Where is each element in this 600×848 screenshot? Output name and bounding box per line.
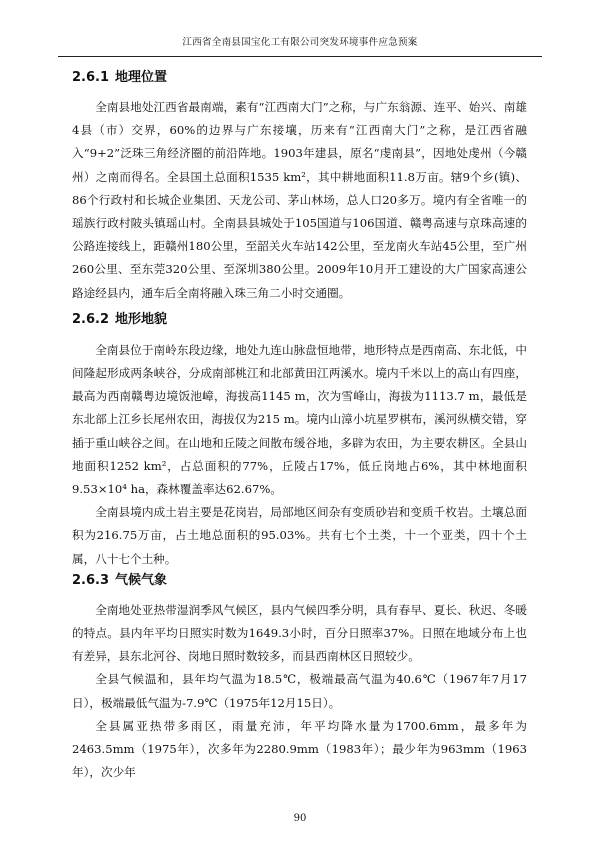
paragraph: 全南县位于南岭东段边缘，地处九连山脉盘恒地带，地形特点是西南高、东北低，中间隆起形成两条峡谷，分成南部桃江和北部黄田江两溪水。境内千米以上的高山有四座，最高为西南赣粤边境饭池嶂，海拔高1145 m，次为雪峰山，海拔为1113.7 m，最低是东北部上江乡长尾州农田，海拔仅为215 m。境内山漳小坑星罗棋布，溪河纵横交错，穿插于重山峡谷之间。在山地和丘陵之间散布缓谷地，多辟为农田，为主要农耕区。全县山地面积1252 km²，占总面积的77%，丘陵占17%，低丘岗地占6%，其中林地面积9.53×10⁴ ha，森林覆盖率达62.67%。 xyxy=(72,342,527,497)
paragraph: 全南地处亚热带湿润季风气候区，县内气候四季分明，具有春早、夏长、秋迟、冬暖的特点。县内年平均日照实时数为1649.3小时，百分日照率37%。日照在地域分布上也有差异，县东北河谷、岗地日照时数较多，而县西南林区日照较少。 xyxy=(72,602,527,664)
page-header: 江西省全南县国宝化工有限公司突发环境事件应急预案 xyxy=(58,36,542,57)
document-body xyxy=(72,66,527,784)
section-title: 气候气象 xyxy=(115,572,168,588)
section-title: 地理位置 xyxy=(115,70,168,85)
section-heading-geography xyxy=(72,68,527,88)
paragraph: 全南县境内成土岩主要是花岗岩，局部地区间杂有变质砂岩和变质千枚岩。土壤总面积为216.75万亩，占土地总面积的95.03%。共有七个土类，十一个亚类，四十个土属，八十七个土种。 xyxy=(72,505,527,566)
section-number: 2.6.3 xyxy=(72,572,110,588)
section-heading-climate xyxy=(72,571,527,591)
section-number: 2.6.1 xyxy=(72,70,110,85)
paragraph: 全县属亚热带多雨区，雨量充沛，年平均降水量为1700.6mm，最多年为2463.5mm（1975年），次多年为2280.9mm（1983年）；最少年为963mm（1963年），次少年 xyxy=(72,718,527,780)
section-title: 地形地貌 xyxy=(115,311,168,327)
section-number: 2.6.2 xyxy=(72,311,110,327)
paragraph: 全南县地处江西省最南端，素有“江西南大门”之称，与广东翁源、连平、始兴、南雄4县（市）交界，60%的边界与广东接壤，历来有“江西南大门”之称，是江西省融入“9+2”泛珠三角经济圈的前沿阵地。1903年建县，原名“虔南县”，因地处虔州（今赣州）之南而得名。全县国土总面积1535 km²，其中耕地面积11.8万亩。辖9个乡(镇)、86个行政村和长城企业集团、天龙公司、茅山林场，总人口20多万。境内有全省唯一的瑶族行政村陂头镇瑶山村。全南县县城处于105国道与106国道、赣粤高速与京珠高速的公路连接线上，距赣州180公里，至韶关火车站142公里，至龙南火车站45公里，至广州260公里、至东莞320公里、至深圳380公里。2009年10月开工建设的大广国家高速公路途经县内，通车后全南将融入珠三角二小时交通圈。 xyxy=(72,100,527,300)
paragraph: 全县气候温和，县年均气温为18.5℃，极端最高气温为40.6℃（1967年7月17日），极端最低气温为-7.9℃（1975年12月15日）。 xyxy=(72,672,527,710)
page-number: 90 xyxy=(293,813,307,824)
section-heading-terrain xyxy=(72,310,527,330)
